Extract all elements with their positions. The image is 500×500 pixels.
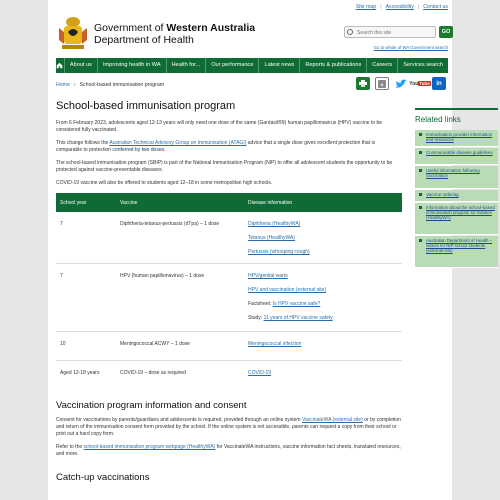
separator: | <box>417 4 420 10</box>
page <box>48 0 495 500</box>
bullet-icon <box>419 193 422 196</box>
bullet-icon <box>419 206 422 209</box>
related-link[interactable]: Useful information following vaccination <box>415 166 498 189</box>
cell-vaccine: HPV (human papillomavirus) – 1 dose <box>116 264 244 332</box>
related-link[interactable]: Communicable disease guidelines <box>415 148 498 165</box>
cell-year: 7 <box>56 212 116 264</box>
nav-item-improving-health[interactable]: Improving health in WA <box>98 58 167 73</box>
sbip-paragraph: The school-based immunisation program (SBIP) is part of the National Immunisation Program (NIP) to offer all adolescent students the opportunity to be protected against vaccine-preventable diseases. <box>56 160 393 173</box>
tetanus-link[interactable]: Tetanus (HealthyWA) <box>248 235 296 241</box>
table-row <box>56 264 402 332</box>
cell-vaccine: Diphtheria-tetanus-pertussis (dTpa) – 1 dose <box>116 212 244 264</box>
linkedin-icon[interactable]: in <box>432 77 446 90</box>
breadcrumb-separator: › <box>73 82 76 88</box>
pertussis-link[interactable]: Pertussis (whooping cough) <box>248 249 310 255</box>
atagi-paragraph: This change follows the Australian Technical Advisory Group on Immunisation (ATAGI) advice that a single dose gives excellent protection that is comparable to protection conferred by two doses. <box>56 140 376 153</box>
twitter-icon[interactable] <box>394 77 408 90</box>
separator: | <box>380 4 382 10</box>
cell-disease <box>244 332 402 361</box>
cell-disease <box>244 361 402 385</box>
table-row <box>56 212 402 264</box>
nav-item-services[interactable]: Services search <box>403 62 443 68</box>
accessibility-link[interactable]: Accessibility <box>385 4 414 10</box>
bullet-icon <box>419 239 422 242</box>
refer-paragraph: Refer to the school-based immunisation program webpage (HealthyWA) for VaccinateWA instructions, vaccine information fact sheets, translated resources, and more. <box>56 444 401 457</box>
related-link[interactable]: Immunisation provider information and resources <box>415 130 498 147</box>
cell-disease: HPV/genital warts HPV and vaccination (external site) Factsheet: Is HPV vaccine safe? Study: 11 years of HPV vaccine safety <box>244 264 402 332</box>
related-link[interactable]: Australian Department of Health – videos for NIP school students (external site) <box>415 236 498 268</box>
wa-crest-logo[interactable] <box>56 14 90 52</box>
cell-year: Aged 12-18 years <box>60 370 100 376</box>
covid-paragraph: COVID-19 vaccine will also be offered to students aged 12–18 in some metropolitan high schools. <box>56 180 273 186</box>
contact-link[interactable]: Contact us <box>423 4 448 10</box>
bullet-icon <box>419 169 422 172</box>
sitemap-link[interactable]: Site map <box>355 4 377 10</box>
go-button[interactable]: GO <box>439 26 453 38</box>
nav-item-careers[interactable]: Careers <box>367 58 398 73</box>
print-icon[interactable] <box>356 77 370 90</box>
page-title: School-based immunisation program <box>56 100 236 112</box>
table-row <box>56 332 402 361</box>
consent-heading: Vaccination program information and consent <box>56 400 247 411</box>
hpv-vaccination-link[interactable]: HPV and vaccination (external site) <box>248 287 327 293</box>
vaccine-table <box>56 193 402 384</box>
catchup-heading: Catch-up vaccinations <box>56 472 150 483</box>
search-icon <box>347 29 353 35</box>
related-link[interactable]: Vaccine ordering <box>415 190 498 202</box>
cell-year: 10 <box>56 332 116 361</box>
main-nav <box>56 58 448 73</box>
sidebar-title: Related links <box>415 115 461 124</box>
covid-link[interactable]: COVID-19 <box>248 370 272 376</box>
breadcrumb-current: School-based immunisation program <box>79 82 165 88</box>
nav-item-reports[interactable]: Reports & publications <box>300 58 367 73</box>
org-name: Government of Western Australia Department of Health <box>94 22 256 46</box>
col-header-disease: Disease information <box>244 193 402 212</box>
nav-item-news[interactable]: Latest news <box>259 58 300 73</box>
intro-paragraph: From 6 February 2023, adolescents aged 12-13 years will only need one dose of the same (Gardasil®9) human papillomavirus (HPV) vaccine to be considered fully vaccinated. <box>56 120 383 133</box>
hpv-factsheet-link[interactable]: Is HPV vaccine safe? <box>272 301 321 307</box>
breadcrumb <box>56 82 164 88</box>
table-row <box>56 361 402 385</box>
cell-vaccine: Meningococcal ACWY – 1 dose <box>116 332 244 361</box>
diphtheria-link[interactable]: Diphtheria (HealthyWA) <box>248 221 301 227</box>
hpv-warts-link[interactable]: HPV/genital warts <box>248 273 288 279</box>
svg-text:+: + <box>380 82 384 89</box>
col-header-vaccine: Vaccine <box>116 193 244 212</box>
nav-item-health-for[interactable]: Health for... <box>167 58 207 73</box>
sidebar-divider <box>415 108 498 110</box>
youtube-icon[interactable]: You Tube <box>413 77 427 90</box>
related-link[interactable]: Information about the school-based immunisation program for families (HealthyWA) <box>415 203 498 235</box>
cell-disease <box>244 212 402 264</box>
meningococcal-link[interactable]: Meningococcal infection <box>248 341 302 347</box>
bullet-icon <box>419 151 422 154</box>
atagi-link[interactable]: Australian Technical Advisory Group on Immunisation (ATAGI) <box>109 140 247 146</box>
wa-gov-search-link[interactable]: Go to whole of WA Government search <box>373 45 448 50</box>
main-content <box>56 100 402 489</box>
social-links <box>356 77 446 90</box>
bullet-icon <box>419 133 422 136</box>
facebook-icon[interactable] <box>375 77 389 90</box>
utility-links <box>356 4 448 10</box>
consent-paragraph: Consent for vaccinations by parents/guardians and adolescents is required, provided through an online system VaccinateWA (external site) or by completion and return of the immunisation consent form provided by the school. If the online system is not accessible, parents can request a copy from their school or print out a hard copy form. <box>56 417 401 437</box>
hpv-study-link[interactable]: 11 years of HPV vaccine safety <box>263 315 333 321</box>
breadcrumb-home[interactable]: Home <box>56 82 70 88</box>
nav-item-performance[interactable]: Our performance <box>206 58 259 73</box>
home-icon[interactable] <box>56 58 65 73</box>
col-header-year: School year <box>56 193 116 212</box>
vaccinatewa-link[interactable]: VaccinateWA (external site) <box>301 417 363 423</box>
cell-vaccine: COVID-19 – dose as required <box>120 370 186 376</box>
nav-item-about[interactable]: About us <box>65 58 98 73</box>
search-input[interactable] <box>344 26 436 38</box>
sbip-webpage-link[interactable]: school-based immunisation program webpage (HealthyWA) <box>83 444 216 450</box>
cell-year: 7 <box>56 264 116 332</box>
